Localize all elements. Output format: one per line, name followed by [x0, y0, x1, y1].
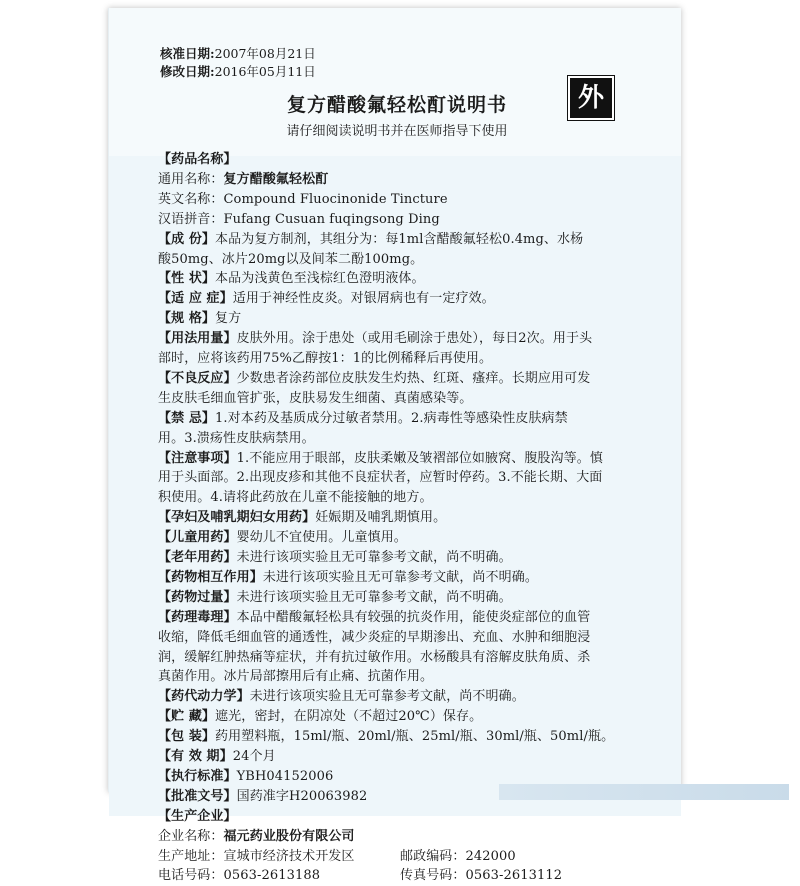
- section-label: 【成 份】: [158, 231, 216, 247]
- section-label: 【包 装】: [158, 729, 216, 745]
- leaflet-line: [158, 488, 433, 508]
- section-text: 未进行该项实验且无可靠参考文献，尚不明确。: [236, 550, 512, 565]
- section-text: 生产地址：宣城市经济技术开发区: [158, 848, 355, 864]
- leaflet-line: [158, 687, 525, 707]
- leaflet-line: [158, 429, 315, 449]
- section-text: 汉语拼音：Fufang Cusuan fuqingsong Ding: [158, 211, 440, 227]
- section-label: 【孕妇及哺乳期妇女用药】: [158, 510, 316, 526]
- section-text: 24个月: [232, 749, 276, 764]
- leaflet-line: [158, 230, 583, 250]
- approval-date: 核准日期:2007年08月21日: [160, 46, 316, 61]
- section-label: 【不良反应】: [158, 370, 237, 386]
- section-text: 未进行该项实验且无可靠参考文献，尚不明确。: [236, 589, 512, 605]
- leaflet-line: [158, 807, 237, 827]
- section-label: 【贮 藏】: [158, 709, 216, 725]
- section-text: 未进行该项实验且无可靠参考文献，尚不明确。: [249, 689, 525, 705]
- section-label: 【药代动力学】: [158, 689, 250, 705]
- leaflet-line: [158, 210, 440, 230]
- section-text: 部时，应将该药用75%乙醇按1：1的比例稀释后再使用。: [158, 351, 493, 366]
- section-label: 【执行标准】: [158, 768, 237, 784]
- section-label: 【药物过量】: [158, 589, 237, 605]
- section-text: 收缩，降低毛细血管的通透性，减少炎症的早期渗出、充血、水肿和细胞浸: [158, 629, 591, 645]
- leaflet-line: [158, 548, 512, 568]
- leaflet-line: [158, 508, 446, 528]
- leaflet-title: 复方醋酸氟轻松酊说明书: [286, 94, 507, 116]
- section-text: 真菌作用。冰片局部擦用后有止痛、抗菌作用。: [158, 669, 434, 685]
- section-label: 【药物相互作用】: [158, 569, 263, 585]
- right-column-text: 邮政编码：242000: [400, 848, 516, 864]
- leaflet-line: [158, 648, 590, 668]
- leaflet-line: [158, 827, 355, 847]
- section-text: 企业名称：: [158, 828, 224, 844]
- leaflet-line: [158, 847, 355, 867]
- section-text: 复方: [215, 311, 242, 327]
- section-text: 本品中醋酸氟轻松具有较强的抗炎作用，能使炎症部位的血管: [236, 609, 591, 625]
- section-text: 适用于神经性皮炎。对银屑病也有一定疗效。: [232, 291, 495, 307]
- section-text: 本品为浅黄色至浅棕红色澄明液体。: [215, 271, 425, 287]
- section-label: 【禁 忌】: [158, 410, 216, 426]
- section-text: 润，缓解红肿热痛等症状，并有抗过敏作用。水杨酸具有溶解皮肤角质、杀: [158, 649, 591, 665]
- leaflet-line: [158, 150, 237, 170]
- leaflet-line: [158, 468, 602, 488]
- section-label: 【批准文号】: [158, 788, 237, 804]
- section-text: 用。3.溃疡性皮肤病禁用。: [158, 430, 315, 446]
- section-text: 国药准字H20063982: [236, 788, 368, 804]
- section-label: 【注意事项】: [158, 450, 237, 466]
- leaflet-line: [158, 250, 423, 270]
- section-label: 【儿童用药】: [158, 530, 237, 546]
- section-bold-text: 复方醋酸氟轻松酊: [223, 171, 329, 187]
- section-text: 遮光，密封，在阴凉处（不超过20℃）保存。: [215, 709, 483, 725]
- leaflet-line: [158, 309, 241, 329]
- section-text: 1.对本药及基质成分过敏者禁用。2.病毒性等感染性皮肤病禁: [215, 410, 568, 426]
- leaflet-line: [158, 289, 495, 309]
- section-text: 通用名称：: [158, 171, 224, 187]
- section-label: 【老年用药】: [158, 550, 237, 565]
- section-text: 本品为复方制剂，其组分为：每1ml含醋酸氟轻松0.4mg、水杨: [215, 231, 584, 247]
- section-text: 英文名称：Compound Fluocinonide Tincture: [158, 191, 448, 207]
- leaflet-line: [158, 767, 333, 787]
- leaflet-line: [158, 787, 367, 807]
- section-label: 【药理毒理】: [158, 609, 237, 625]
- section-text: 未进行该项实验且无可靠参考文献，尚不明确。: [262, 569, 538, 585]
- section-text: 婴幼儿不宜使用。儿童慎用。: [236, 530, 407, 546]
- section-text: 1.不能应用于眼部，皮肤柔嫩及皱褶部位如腋窝、腹股沟等。慎: [236, 450, 603, 466]
- leaflet-subtitle: 请仔细阅读说明书并在医师指导下使用: [286, 124, 508, 139]
- section-text: 少数患者涂药部位皮肤发生灼热、红斑、瘙痒。长期应用可发: [236, 370, 591, 386]
- section-text: 药用塑料瓶，15ml/瓶、20ml/瓶、25ml/瓶、30ml/瓶、50ml/瓶。: [215, 729, 615, 745]
- section-bold-text: 福元药业股份有限公司: [223, 828, 355, 844]
- external-use-badge: 外: [568, 76, 614, 120]
- leaflet-line: [158, 866, 320, 886]
- section-text: 皮肤外用。涂于患处（或用毛刷涂于患处），每日2次。用于头: [236, 331, 593, 347]
- section-text: 妊娠期及哺乳期慎用。: [315, 510, 447, 526]
- leaflet-line: [158, 170, 328, 190]
- leaflet-line: [158, 628, 590, 648]
- section-text: YBH04152006: [236, 768, 334, 784]
- leaflet-line: [158, 269, 425, 289]
- section-text: 生皮肤毛细血管扩张，皮肤易发生细菌、真菌感染等。: [158, 390, 473, 406]
- leaflet-line: [158, 667, 433, 687]
- section-text: 用于头面部。2.出现皮疹和其他不良症状者，应暂时停药。3.不能长期、大面: [158, 470, 603, 486]
- leaflet-line: [158, 568, 538, 588]
- revision-date: 修改日期:2016年05月11日: [160, 64, 316, 79]
- section-label: 【有 效 期】: [158, 749, 233, 764]
- right-column-text: 传真号码：0563-2613112: [400, 868, 563, 884]
- section-label: 【药品名称】: [158, 152, 237, 167]
- section-label: 【用法用量】: [158, 331, 237, 347]
- section-label: 【生产企业】: [158, 808, 237, 824]
- leaflet-line: [158, 190, 448, 210]
- leaflet-line: [158, 747, 276, 767]
- section-label: 【性 状】: [158, 271, 216, 287]
- section-label: 【适 应 症】: [158, 291, 233, 307]
- leaflet-line: [158, 369, 590, 389]
- leaflet-line: [158, 349, 492, 369]
- leaflet-line: [158, 608, 590, 628]
- section-text: 积使用。4.请将此药放在儿童不能接触的地方。: [158, 490, 433, 506]
- section-label: 【规 格】: [158, 311, 216, 327]
- section-text: 酸50mg、冰片20mg以及间苯二酚100mg。: [158, 251, 424, 267]
- leaflet-line: [158, 727, 614, 747]
- section-text: 电话号码：0563-2613188: [158, 868, 321, 884]
- leaflet-line: [158, 528, 407, 548]
- leaflet-line: [158, 707, 482, 727]
- leaflet-line: [158, 409, 568, 429]
- leaflet-line: [158, 329, 592, 349]
- leaflet-line: [158, 449, 603, 469]
- leaflet-line: [158, 389, 472, 409]
- box-edge: [499, 784, 789, 800]
- leaflet-line: [158, 588, 512, 608]
